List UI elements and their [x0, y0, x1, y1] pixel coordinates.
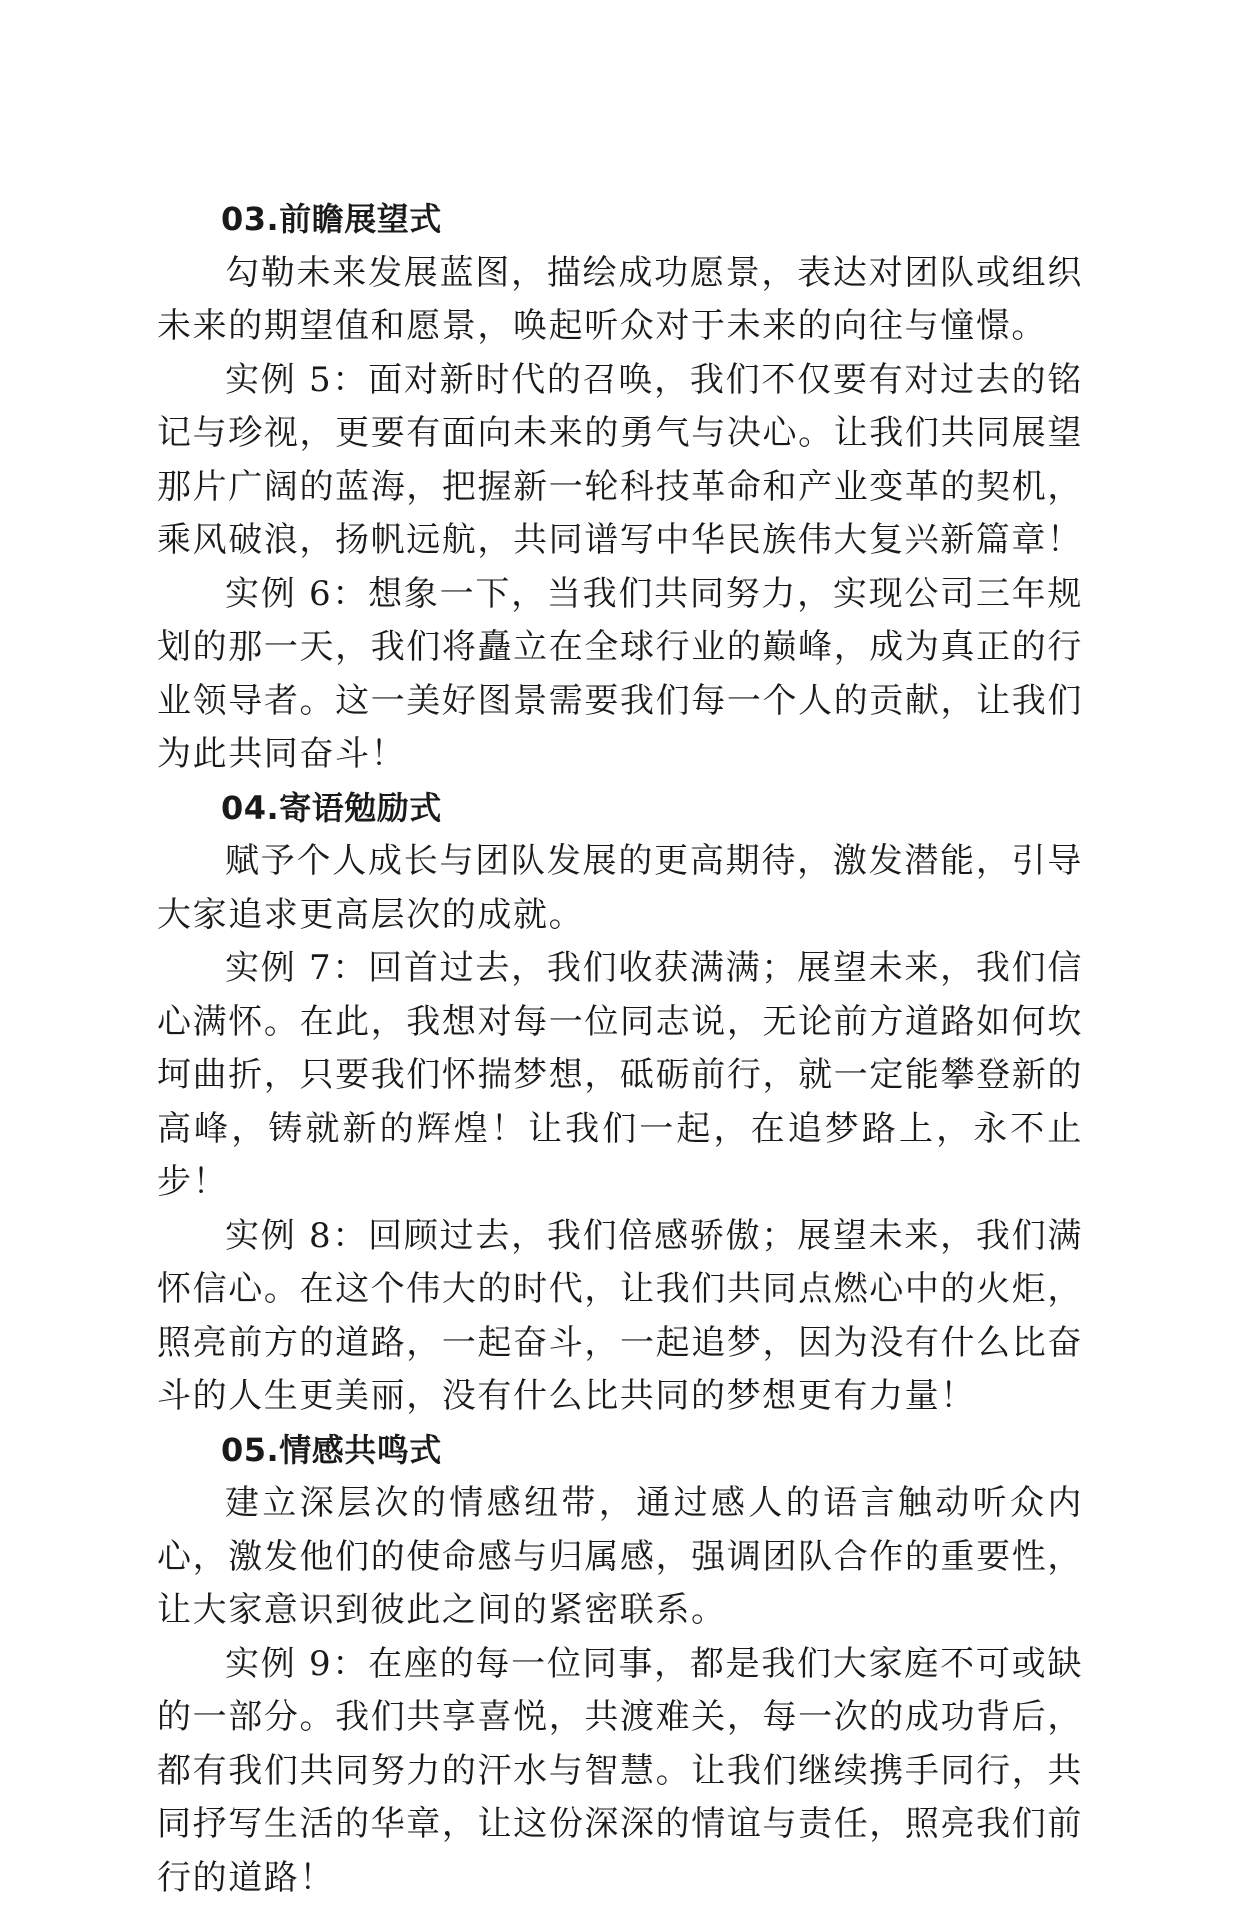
- section-heading: 03.前瞻展望式: [157, 193, 1083, 247]
- section-04: [157, 782, 1083, 1424]
- paragraph: 实例 8：回顾过去，我们倍感骄傲；展望未来，我们满怀信心。在这个伟大的时代，让我们共同点燃心中的火炬，照亮前方的道路，一起奋斗，一起追梦，因为没有什么比奋斗的人生更美丽，没有什么比共同的梦想更有力量！: [157, 1210, 1083, 1424]
- paragraph: 实例 5：面对新时代的召唤，我们不仅要有对过去的铭记与珍视，更要有面向未来的勇气与决心。让我们共同展望那片广阔的蓝海，把握新一轮科技革命和产业变革的契机，乘风破浪，扬帆远航，共同谱写中华民族伟大复兴新篇章！: [157, 354, 1083, 568]
- section-03: [157, 193, 1083, 782]
- paragraph: 赋予个人成长与团队发展的更高期待，激发潜能，引导大家追求更高层次的成就。: [157, 835, 1083, 942]
- paragraph: 勾勒未来发展蓝图，描绘成功愿景，表达对团队或组织未来的期望值和愿景，唤起听众对于未来的向往与憧憬。: [157, 247, 1083, 354]
- section-05: [157, 1424, 1083, 1905]
- paragraph: 实例 9：在座的每一位同事，都是我们大家庭不可或缺的一部分。我们共享喜悦，共渡难关，每一次的成功背后，都有我们共同努力的汗水与智慧。让我们继续携手同行，共同抒写生活的华章，让这份深深的情谊与责任，照亮我们前行的道路！: [157, 1638, 1083, 1905]
- paragraph: 建立深层次的情感纽带，通过感人的语言触动听众内心，激发他们的使命感与归属感，强调团队合作的重要性，让大家意识到彼此之间的紧密联系。: [157, 1477, 1083, 1638]
- paragraph: 实例 6：想象一下，当我们共同努力，实现公司三年规划的那一天，我们将矗立在全球行业的巅峰，成为真正的行业领导者。这一美好图景需要我们每一个人的贡献，让我们为此共同奋斗！: [157, 568, 1083, 782]
- section-heading: 05.情感共鸣式: [157, 1424, 1083, 1478]
- document-page: [157, 193, 1083, 1905]
- paragraph: 实例 7：回首过去，我们收获满满；展望未来，我们信心满怀。在此，我想对每一位同志说，无论前方道路如何坎坷曲折，只要我们怀揣梦想，砥砺前行，就一定能攀登新的高峰，铸就新的辉煌！让我们一起，在追梦路上，永不止步！: [157, 942, 1083, 1210]
- section-heading: 04.寄语勉励式: [157, 782, 1083, 836]
